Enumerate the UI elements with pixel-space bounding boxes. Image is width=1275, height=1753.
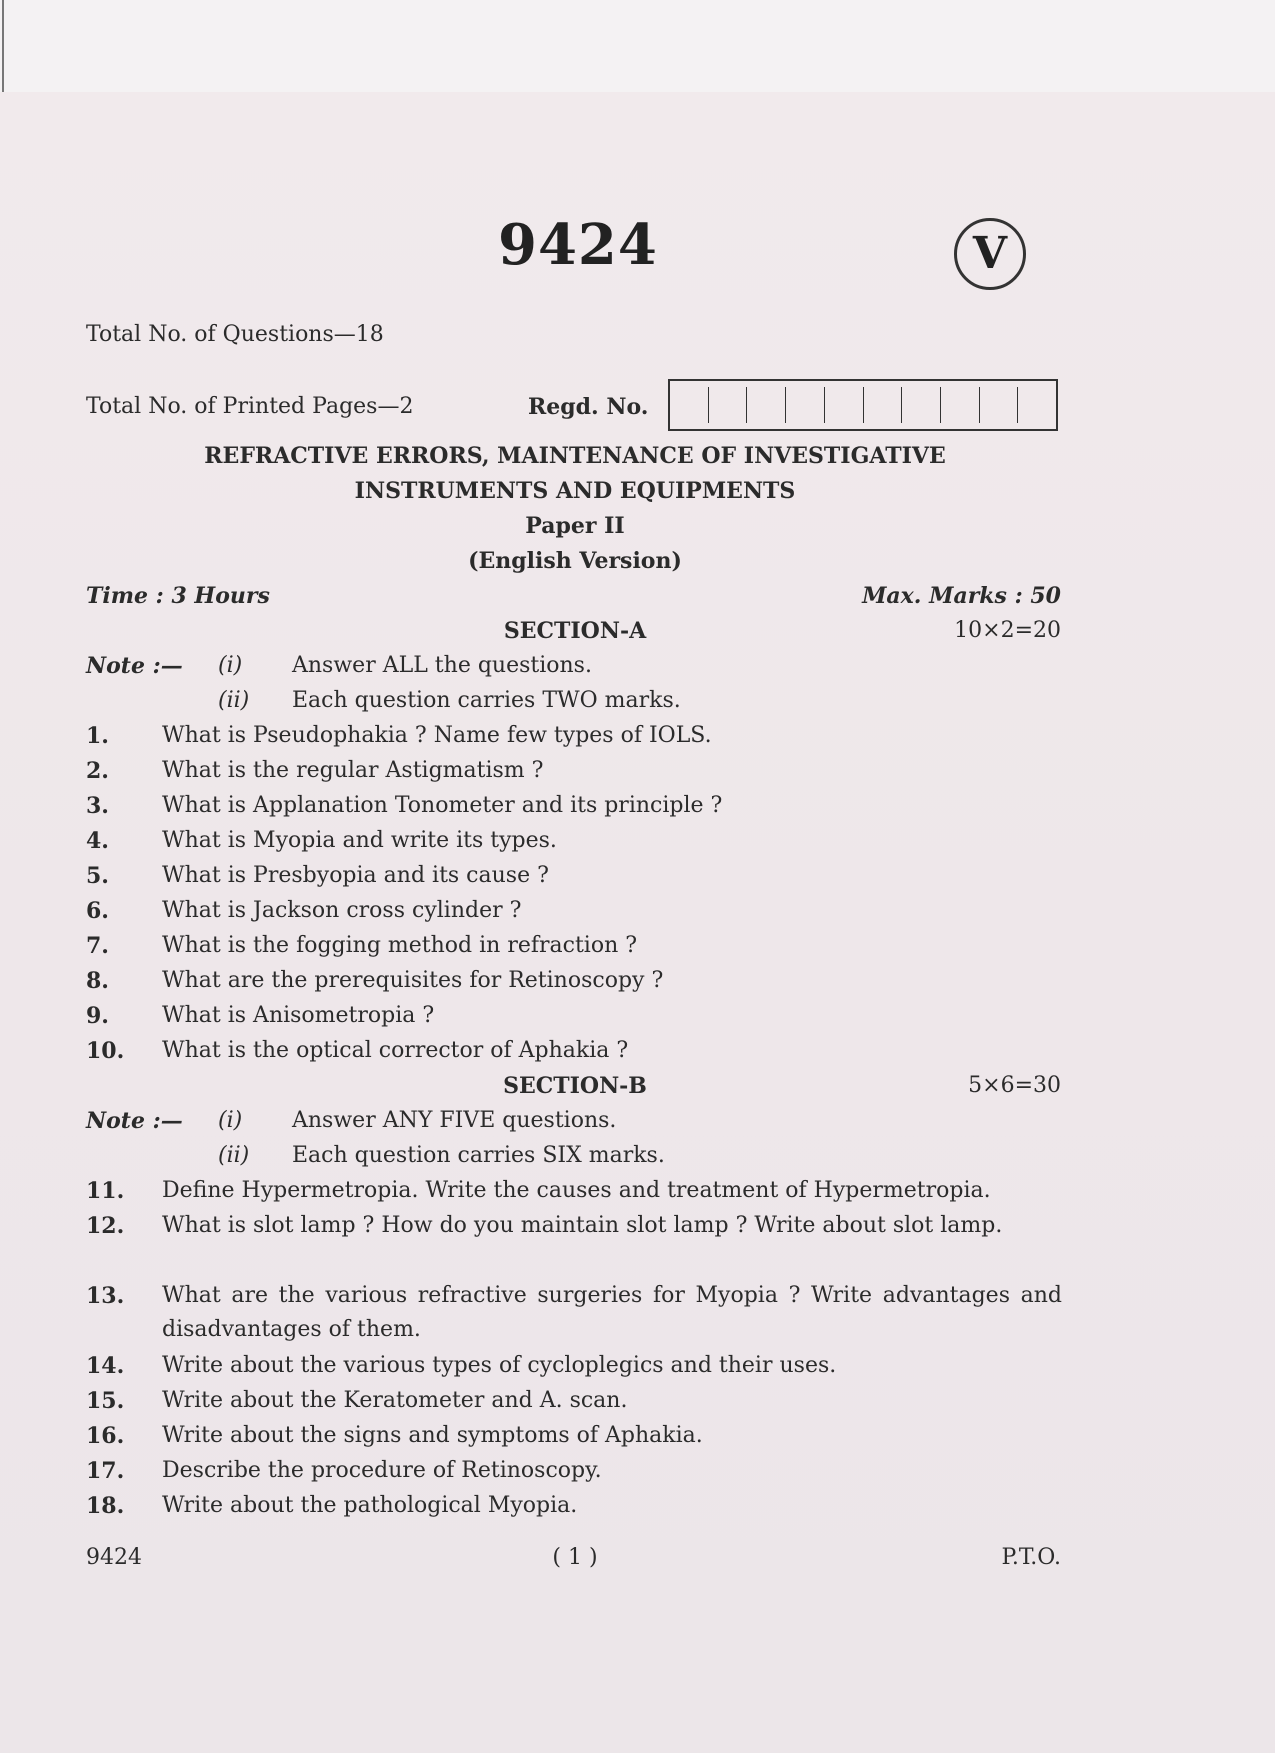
question-number: 8. — [86, 968, 109, 994]
section-b-note-num: (ii) — [218, 1143, 250, 1168]
section-a-note-label: Note :— — [86, 653, 183, 679]
question-number: 7. — [86, 933, 109, 959]
max-marks: Max. Marks : 50 — [862, 583, 1061, 609]
question-number: 9. — [86, 1003, 109, 1029]
time-allowed: Time : 3 Hours — [86, 583, 270, 609]
section-a-note-num: (ii) — [218, 688, 250, 713]
paper-number: Paper II — [525, 513, 625, 539]
question-number: 13. — [86, 1283, 125, 1309]
question-number: 18. — [86, 1493, 125, 1519]
version-seal: V — [954, 218, 1026, 290]
section-b-note-text: Each question carries SIX marks. — [292, 1143, 665, 1168]
paper-title-line2: INSTRUMENTS AND EQUIPMENTS — [354, 478, 796, 504]
question-text: What is Presbyopia and its cause ? — [162, 863, 549, 888]
section-b-note-text: Answer ANY FIVE questions. — [292, 1108, 617, 1133]
question-text: What is Jackson cross cylinder ? — [162, 898, 522, 923]
question-number: 15. — [86, 1388, 125, 1414]
regd-digit-box[interactable] — [709, 387, 748, 423]
page-number: ( 1 ) — [552, 1545, 598, 1570]
section-a-note-text: Answer ALL the questions. — [292, 653, 592, 678]
question-text: What is slot lamp ? How do you maintain slot lamp ? Write about slot lamp. — [162, 1213, 1003, 1238]
question-number: 14. — [86, 1353, 125, 1379]
question-number: 6. — [86, 898, 109, 924]
question-text: What are the various refractive surgeries for Myopia ? Write advantages and disadvantages of them. — [162, 1283, 1062, 1342]
footer-code: 9424 — [86, 1545, 142, 1570]
question-number: 12. — [86, 1213, 125, 1239]
question-text: Write about the various types of cycloplegics and their uses. — [162, 1353, 837, 1378]
regd-digit-box[interactable] — [941, 387, 980, 423]
section-b-heading: SECTION-B — [503, 1073, 647, 1099]
regd-digit-box[interactable] — [1018, 387, 1056, 423]
question-text: What is the regular Astigmatism ? — [162, 758, 544, 783]
section-a-note-num: (i) — [218, 653, 243, 678]
question-number: 2. — [86, 758, 109, 784]
question-text: Write about the signs and symptoms of Aphakia. — [162, 1423, 703, 1448]
regd-no-label: Regd. No. — [528, 394, 649, 420]
section-b-note-label: Note :— — [86, 1108, 183, 1134]
question-number: 10. — [86, 1038, 125, 1064]
question-number: 3. — [86, 793, 109, 819]
regd-digit-box[interactable] — [980, 387, 1019, 423]
section-b-note-num: (i) — [218, 1108, 243, 1133]
section-b-marks: 5×6=30 — [968, 1073, 1061, 1098]
pto-label: P.T.O. — [1001, 1545, 1061, 1570]
paper-version: (English Version) — [468, 548, 682, 574]
question-text: What is Anisometropia ? — [162, 1003, 435, 1028]
regd-digit-box[interactable] — [825, 387, 864, 423]
question-text: What is Applanation Tonometer and its principle ? — [162, 793, 723, 818]
question-text: Describe the procedure of Retinoscopy. — [162, 1458, 602, 1483]
section-a-marks: 10×2=20 — [954, 618, 1061, 643]
regd-digit-box[interactable] — [902, 387, 941, 423]
regd-no-boxes[interactable] — [668, 379, 1058, 431]
regd-digit-box[interactable] — [864, 387, 903, 423]
total-printed-pages: Total No. of Printed Pages—2 — [86, 394, 414, 419]
question-text: What is Pseudophakia ? Name few types of IOLS. — [162, 723, 712, 748]
question-number: 5. — [86, 863, 109, 889]
question-number: 16. — [86, 1423, 125, 1449]
question-number: 11. — [86, 1178, 125, 1204]
question-number: 1. — [86, 723, 109, 749]
question-text: Write about the Keratometer and A. scan. — [162, 1388, 628, 1413]
question-text: What is the optical corrector of Aphakia ? — [162, 1038, 629, 1063]
question-text: Write about the pathological Myopia. — [162, 1493, 578, 1518]
paper-code: 9424 — [498, 212, 658, 278]
question-text: What is the fogging method in refraction ? — [162, 933, 638, 958]
regd-digit-box[interactable] — [747, 387, 786, 423]
question-text: What are the prerequisites for Retinoscopy ? — [162, 968, 664, 993]
question-text: What is Myopia and write its types. — [162, 828, 557, 853]
section-a-note-text: Each question carries TWO marks. — [292, 688, 681, 713]
paper-title-line1: REFRACTIVE ERRORS, MAINTENANCE OF INVESTIGATIVE — [204, 443, 946, 469]
regd-digit-box[interactable] — [786, 387, 825, 423]
question-number: 4. — [86, 828, 109, 854]
question-number: 17. — [86, 1458, 125, 1484]
question-text: Define Hypermetropia. Write the causes and treatment of Hypermetropia. — [162, 1178, 991, 1203]
regd-digit-box[interactable] — [670, 387, 709, 423]
section-a-heading: SECTION-A — [503, 618, 647, 644]
scan-top-strip — [0, 0, 1275, 92]
total-questions: Total No. of Questions—18 — [86, 322, 384, 347]
scan-edge-line — [2, 0, 4, 95]
